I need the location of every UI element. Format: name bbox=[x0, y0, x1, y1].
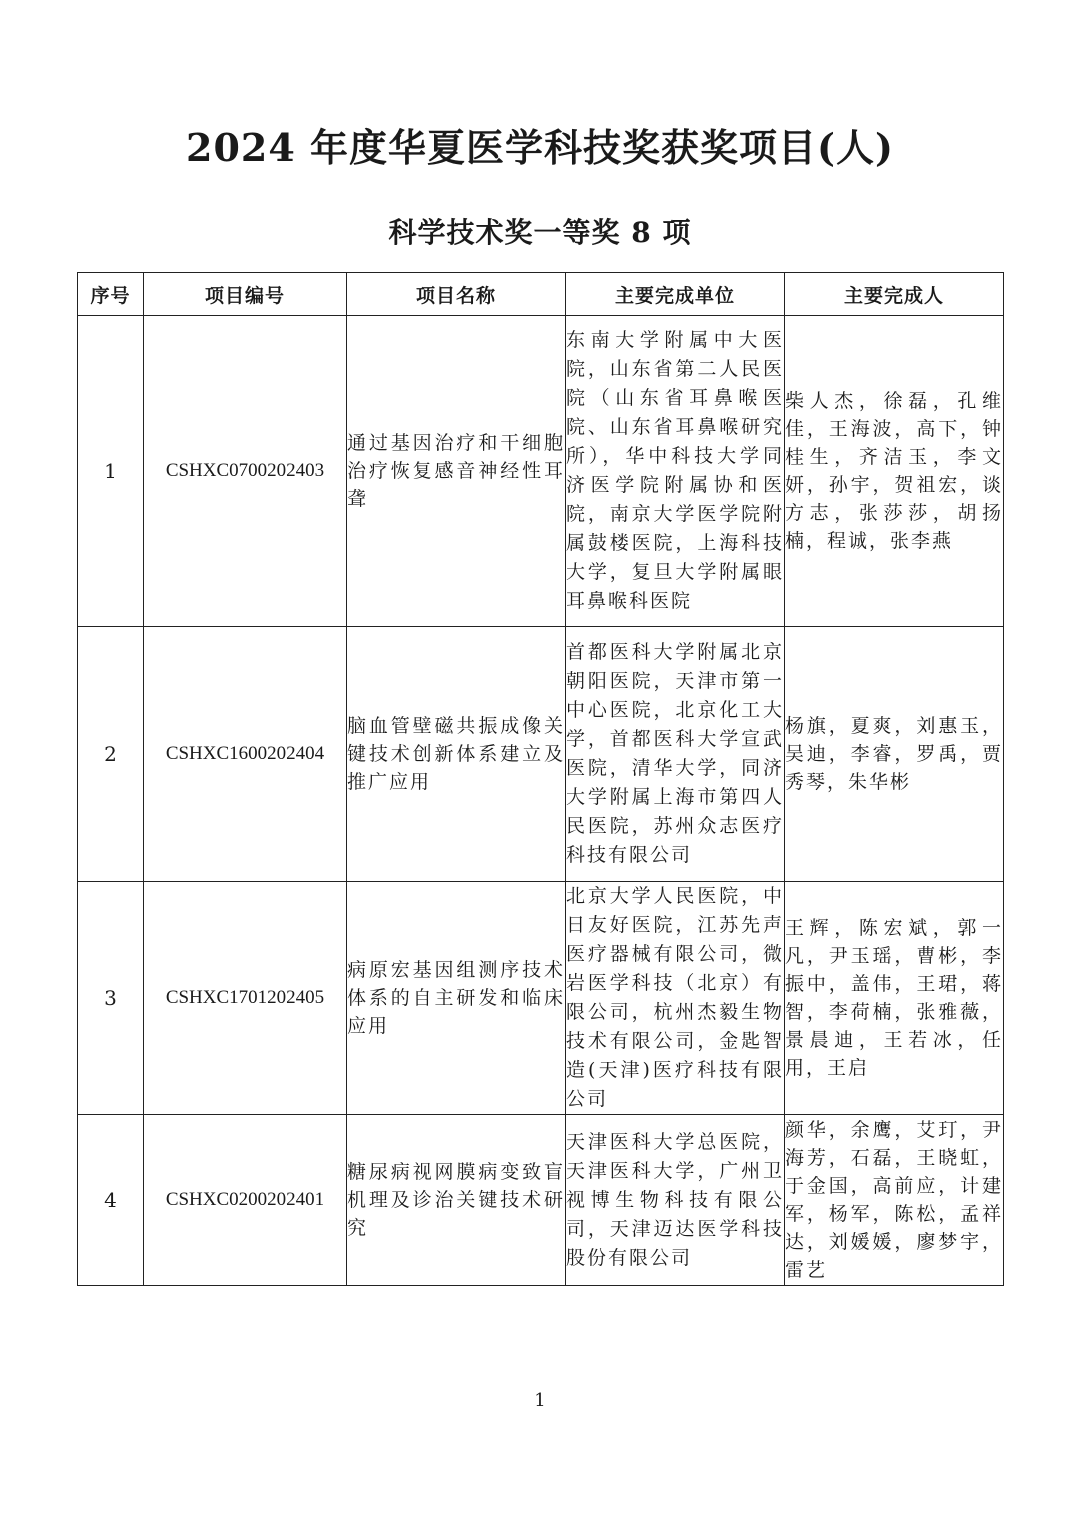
completing-people: 王辉，陈宏斌，郭一凡，尹玉瑶，曹彬，李振中，盖伟，王珺，蒋智，李荷楠，张雅薇，景晨迪，王若冰，任用，王启 bbox=[785, 882, 1004, 1115]
completing-units: 东南大学附属中大医院，山东省第二人民医院（山东省耳鼻喉医院、山东省耳鼻喉研究所），华中科技大学同济医学院附属协和医院，南京大学医学院附属鼓楼医院，上海科技大学，复旦大学附属眼耳鼻喉科医院 bbox=[566, 316, 785, 627]
project-name: 病原宏基因组测序技术体系的自主研发和临床应用 bbox=[347, 882, 566, 1115]
completing-people: 杨旗，夏爽，刘惠玉，吴迪，李睿，罗禹，贾秀琴，朱华彬 bbox=[785, 627, 1004, 882]
page-number: 1 bbox=[534, 1390, 546, 1411]
header-people: 主要完成人 bbox=[785, 273, 1004, 316]
table-row bbox=[78, 316, 1004, 627]
project-code: CSHXC0700202403 bbox=[144, 316, 347, 627]
completing-units: 天津医科大学总医院，天津医科大学，广州卫视博生物科技有限公司，天津迈达医学科技股份有限公司 bbox=[566, 1115, 785, 1286]
project-code: CSHXC1600202404 bbox=[144, 627, 347, 882]
completing-units: 北京大学人民医院，中日友好医院，江苏先声医疗器械有限公司，微岩医学科技（北京）有限公司，杭州杰毅生物技术有限公司，金匙智造(天津)医疗科技有限公司 bbox=[566, 882, 785, 1115]
row-no: 4 bbox=[78, 1115, 144, 1286]
completing-units: 首都医科大学附属北京朝阳医院，天津市第一中心医院，北京化工大学，首都医科大学宣武医院，清华大学，同济大学附属上海市第四人民医院，苏州众志医疗科技有限公司 bbox=[566, 627, 785, 882]
document-title: 2024 年度华夏医学科技奖获奖项目(人) bbox=[186, 125, 894, 170]
project-name: 脑血管壁磁共振成像关键技术创新体系建立及推广应用 bbox=[347, 627, 566, 882]
table-row bbox=[78, 1115, 1004, 1286]
project-code: CSHXC0200202401 bbox=[144, 1115, 347, 1286]
row-no: 2 bbox=[78, 627, 144, 882]
header-name: 项目名称 bbox=[347, 273, 566, 316]
header-units: 主要完成单位 bbox=[566, 273, 785, 316]
table-row bbox=[78, 882, 1004, 1115]
row-no: 1 bbox=[78, 316, 144, 627]
completing-people: 颜华，余鹰，艾玎，尹海芳，石磊，王晓虹，于金国，高前应，计建军，杨军，陈松，孟祥达，刘媛媛，廖梦宇，雷艺 bbox=[785, 1115, 1004, 1286]
completing-people: 柴人杰，徐磊，孔维佳，王海波，高下，钟桂生，齐洁玉，李文妍，孙宇，贺祖宏，谈方志，张莎莎，胡扬楠，程诚，张李燕 bbox=[785, 316, 1004, 627]
award-table bbox=[77, 272, 1004, 1286]
header-code: 项目编号 bbox=[144, 273, 347, 316]
table-header-row bbox=[78, 273, 1004, 316]
header-no: 序号 bbox=[78, 273, 144, 316]
table-row bbox=[78, 627, 1004, 882]
section-title: 科学技术奖一等奖 8 项 bbox=[388, 216, 692, 249]
project-name: 糖尿病视网膜病变致盲机理及诊治关键技术研究 bbox=[347, 1115, 566, 1286]
project-name: 通过基因治疗和干细胞治疗恢复感音神经性耳聋 bbox=[347, 316, 566, 627]
project-code: CSHXC1701202405 bbox=[144, 882, 347, 1115]
row-no: 3 bbox=[78, 882, 144, 1115]
